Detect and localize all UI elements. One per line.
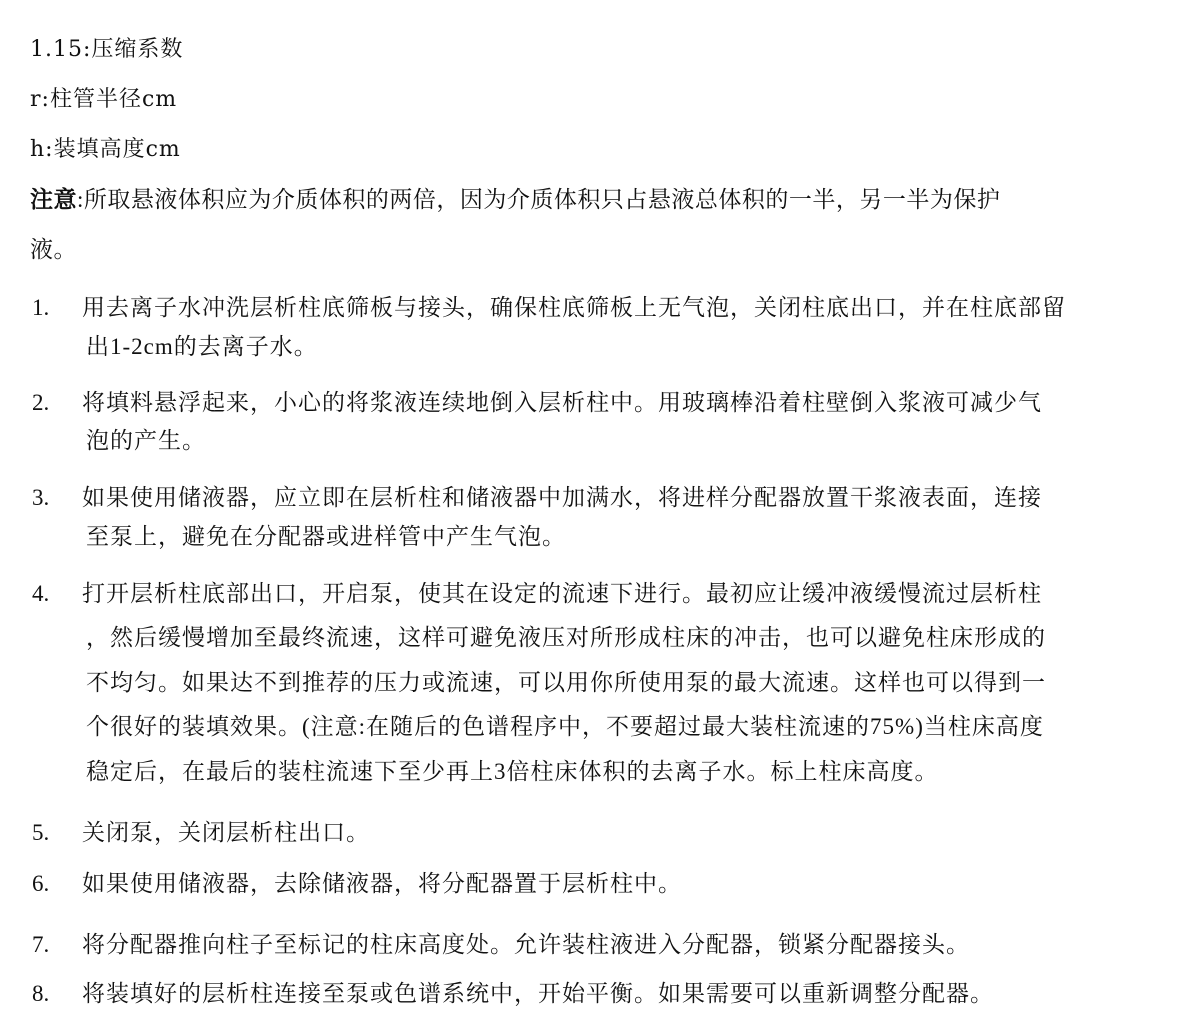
step-text-line: 如果使用储液器，应立即在层析柱和储液器中加满水，将进样分配器放置干浆液表面，连接 [82,485,1042,510]
step-text-line: 泡的产生。 [86,428,206,453]
step-text-line: 出1-2cm的去离子水。 [86,334,318,359]
definition-separator: : [41,87,50,112]
definition-separator: : [45,137,54,162]
step-number: 6. [32,871,50,896]
step-text-line: 稳定后，在最后的装柱流速下至少再上3倍柱床体积的去离子水。标上柱床高度。 [86,759,939,784]
step-text-line: 将填料悬浮起来，小心的将浆液连续地倒入层析柱中。用玻璃棒沿着柱壁倒入浆液可减少气 [82,390,1042,415]
step-number: 5. [32,820,50,845]
note-separator: : [77,187,84,212]
definition-radius [30,85,177,115]
definition-term: 1.15 [30,37,83,62]
step-text-line: 不均匀。如果达不到推荐的压力或流速，可以用你所使用泵的最大流速。这样也可以得到一 [86,670,1046,695]
step-text-line: 打开层析柱底部出口，开启泵，使其在设定的流速下进行。最初应让缓冲液缓慢流过层析柱 [82,581,1042,606]
note-label: 注意 [30,187,77,212]
step-text-line: 如果使用储液器，去除储液器，将分配器置于层析柱中。 [82,871,682,896]
step-number: 8. [32,981,50,1006]
definition-separator: : [82,37,92,62]
definition-term: r [30,87,42,112]
definition-desc: 柱管半径cm [49,87,178,112]
step-number: 1. [32,295,50,320]
step-text-line: 个很好的装填效果。(注意:在随后的色谱程序中，不要超过最大装柱流速的75%)当柱床高度 [86,714,1044,739]
step-text-line: 将装填好的层析柱连接至泵或色谱系统中，开始平衡。如果需要可以重新调整分配器。 [82,981,994,1006]
note-paragraph-continued [30,235,77,265]
note-paragraph [30,185,1000,215]
definition-compression-factor [30,35,183,65]
step-text-line: 用去离子水冲洗层析柱底筛板与接头，确保柱底筛板上无气泡，关闭柱底出口，并在柱底部留 [82,295,1066,320]
step-text-line: 将分配器推向柱子至标记的柱床高度处。允许装柱液进入分配器，锁紧分配器接头。 [82,932,970,957]
step-number: 7. [32,932,50,957]
definition-height [30,135,181,165]
step-text-line: 至泵上，避免在分配器或进样管中产生气泡。 [86,524,566,549]
definition-term: h [30,137,46,162]
step-number: 2. [32,390,50,415]
step-number: 4. [32,581,50,606]
definition-desc: 压缩系数 [91,37,184,62]
step-text-line: ，然后缓慢增加至最终流速，这样可避免液压对所形成柱床的冲击，也可以避免柱床形成的 [86,625,1046,650]
step-number: 3. [32,485,50,510]
note-text-line-2: 液。 [30,237,77,262]
step-text-line: 关闭泵，关闭层析柱出口。 [82,820,370,845]
definition-desc: 装填高度cm [53,137,181,162]
note-text-line-1: 所取悬液体积应为介质体积的两倍，因为介质体积只占悬液总体积的一半，另一半为保护 [83,187,1001,212]
